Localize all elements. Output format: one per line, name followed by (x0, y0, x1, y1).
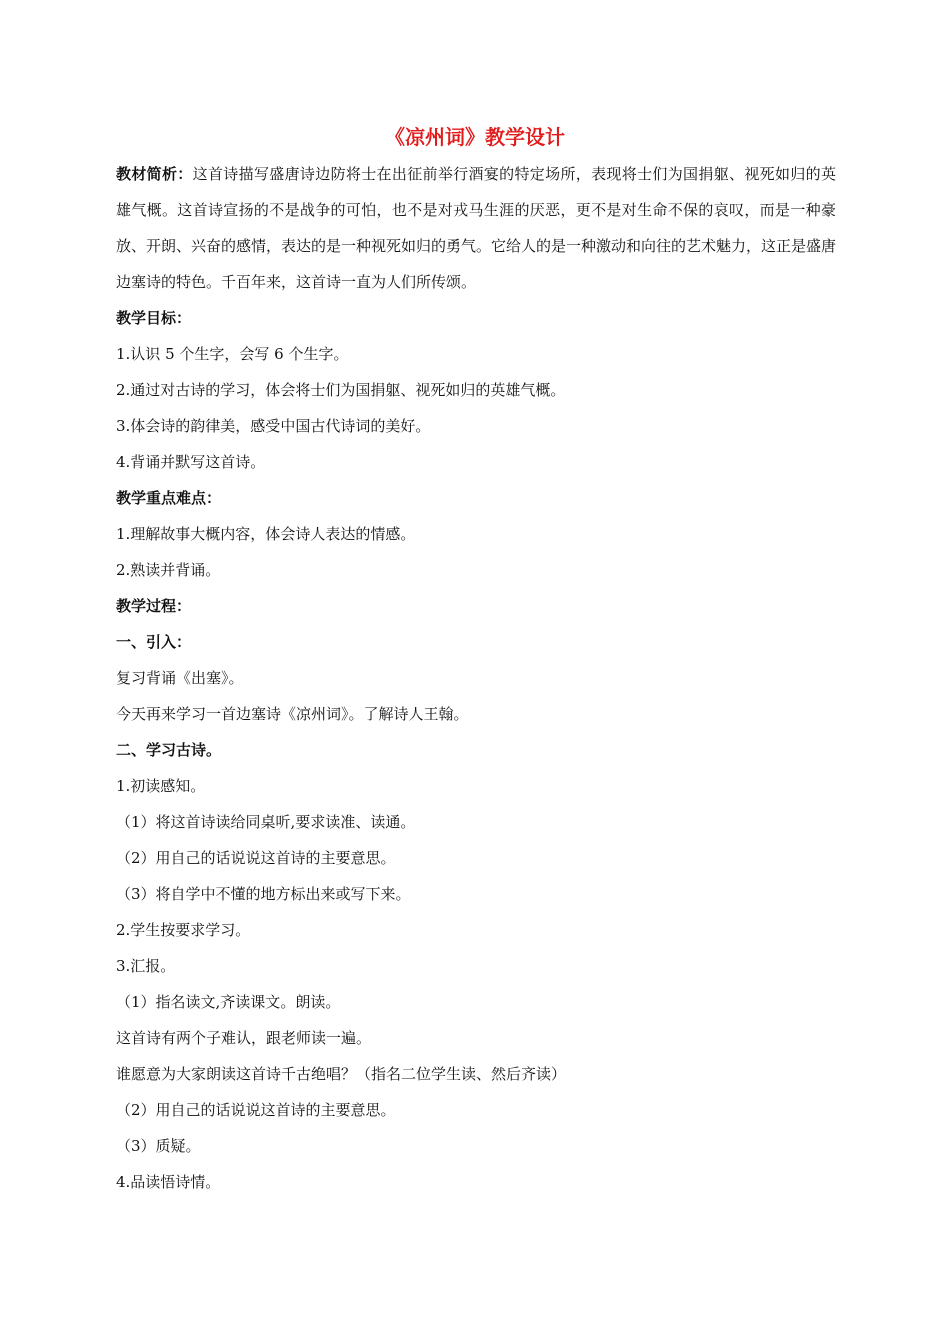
section2-line: （1）指名读文,齐读课文。朗读。 (116, 993, 341, 1011)
section2-heading: 二、学习古诗。 (116, 741, 222, 759)
document-title: 《凉州词》教学设计 (385, 125, 565, 149)
section2-line: （1）将这首诗读给同桌听,要求读准、读通。 (116, 813, 416, 831)
section1-line: 今天再来学习一首边塞诗《凉州词》。了解诗人王翰。 (116, 705, 469, 723)
section2-line: 2.学生按要求学习。 (116, 921, 251, 939)
goal-item: 3.体会诗的韵律美，感受中国古代诗词的美好。 (116, 417, 431, 435)
section2-line: 1.初读感知。 (116, 777, 206, 795)
intro-text: 这首诗描写盛唐诗边防将士在出征前举行酒宴的特定场所，表现将士们为国捐躯、视死如归的英雄气概。这首诗宣扬的不是战争的可怕，也不是对戎马生涯的厌恶，更不是对生命不保的哀叹，而是一种豪放、开朗、兴奋的感情，表达的是一种视死如归的勇气。它给人的是一种激动和向往的艺术魅力，这正是盛唐边塞诗的特色。千百年来，这首诗一直为人们所传颂。 (116, 165, 837, 291)
intro-label: 教材简析： (116, 165, 193, 183)
goal-item: 4.背诵并默写这首诗。 (116, 453, 266, 471)
section2-line: 3.汇报。 (116, 957, 176, 975)
goal-item: 1.认识 5 个生字，会写 6 个生字。 (116, 345, 349, 363)
section2-line: （3）质疑。 (116, 1137, 201, 1155)
section1-heading: 一、引入： (116, 633, 192, 651)
keypoints-heading: 教学重点难点： (116, 489, 222, 507)
section2-line: 4.品读悟诗情。 (116, 1173, 221, 1191)
document-body (116, 156, 836, 1200)
goals-heading: 教学目标： (116, 309, 192, 327)
section2-line: （2）用自己的话说说这首诗的主要意思。 (116, 1101, 396, 1119)
keypoint-item: 2.熟读并背诵。 (116, 561, 221, 579)
section2-line: 这首诗有两个子难认，跟老师读一遍。 (116, 1029, 372, 1047)
section1-line: 复习背诵《出塞》。 (116, 669, 244, 687)
process-heading: 教学过程： (116, 597, 192, 615)
section2-line: （3）将自学中不懂的地方标出来或写下来。 (116, 885, 411, 903)
section2-line: （2）用自己的话说说这首诗的主要意思。 (116, 849, 396, 867)
goal-item: 2.通过对古诗的学习，体会将士们为国捐躯、视死如归的英雄气概。 (116, 381, 566, 399)
intro-paragraph (116, 156, 836, 300)
keypoint-item: 1.理解故事大概内容，体会诗人表达的情感。 (116, 525, 416, 543)
section2-line: 谁愿意为大家朗读这首诗千古绝唱？（指名二位学生读、然后齐读） (116, 1065, 567, 1083)
